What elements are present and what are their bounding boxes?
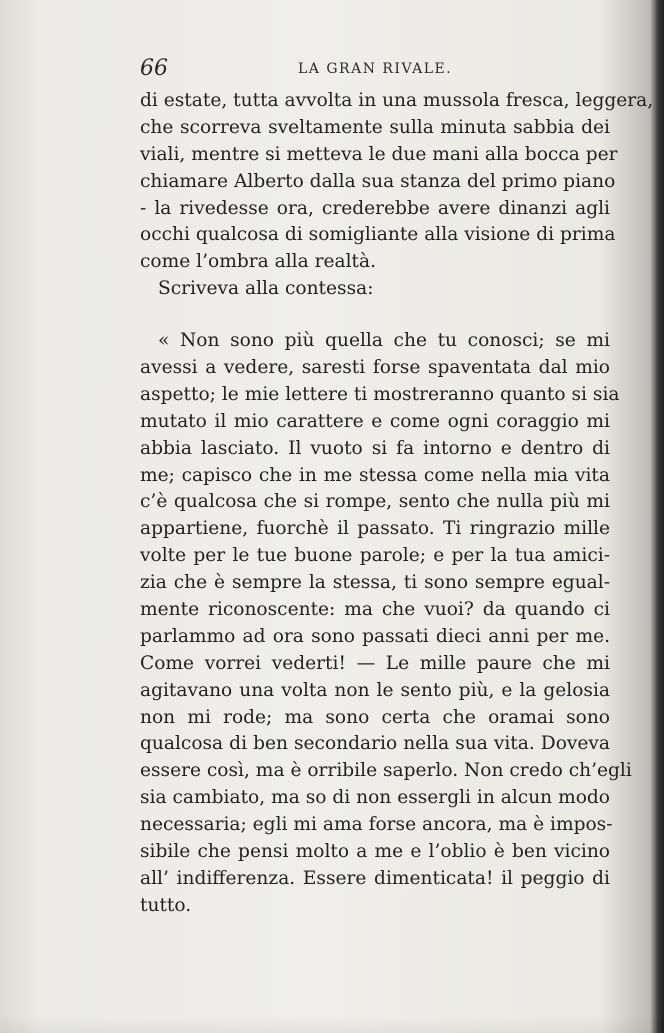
letter-line: mutato il mio carattere e come ogni coraggio mi bbox=[140, 410, 610, 432]
running-header bbox=[140, 56, 610, 86]
text-line: viali, mentre si metteva le due mani alla bocca per bbox=[140, 143, 618, 165]
text-line: come l’ombra alla realtà. bbox=[140, 251, 376, 273]
letter-line: parlammo ad ora sono passati dieci anni per me. bbox=[140, 625, 610, 647]
text-line: chiamare Alberto dalla sua stanza del primo piano bbox=[140, 170, 616, 192]
letter-line: necessaria; egli mi ama forse ancora, ma è impos- bbox=[140, 814, 613, 836]
letter-line: avessi a vedere, saresti forse spaventata dal mio bbox=[140, 357, 610, 379]
running-title: LA GRAN RIVALE. bbox=[298, 61, 453, 77]
letter-line: sia cambiato, ma so di non essergli in alcun modo bbox=[140, 787, 610, 809]
letter-line: mente riconoscente: ma che vuoi? da quando ci bbox=[140, 599, 610, 621]
letter-line: « Non sono più quella che tu conosci; se mi bbox=[158, 330, 610, 352]
letter-line: aspetto; le mie lettere ti mostreranno quanto si sia bbox=[140, 383, 620, 405]
letter-line: appartiene, fuorchè il passato. Ti ringrazio mille bbox=[140, 518, 610, 540]
letter-line: me; capisco che in me stessa come nella mia vita bbox=[140, 464, 610, 486]
page-text bbox=[140, 88, 654, 920]
letter-line: sibile che pensi molto a me e l’oblio è ben vicino bbox=[140, 841, 610, 863]
letter-line: essere così, ma è orribile saperlo. Non credo ch’egli bbox=[140, 760, 632, 782]
letter-line: Come vorrei vederti! — Le mille paure che mi bbox=[140, 652, 610, 674]
text-line: di estate, tutta avvolta in una mussola fresca, leggera, bbox=[140, 90, 654, 111]
paragraph-gap bbox=[140, 303, 610, 328]
letter-line: agitavano una volta non le sento più, e la gelosia bbox=[140, 679, 610, 701]
text-line: Scriveva alla contessa: bbox=[158, 278, 374, 300]
text-line: che scorreva sveltamente sulla minuta sabbia dei bbox=[140, 116, 610, 138]
page-shadow bbox=[0, 1015, 664, 1033]
page-number: 66 bbox=[140, 56, 168, 81]
letter-line: tutto. bbox=[140, 894, 192, 916]
text-line: occhi qualcosa di somigliante alla visione di prima bbox=[140, 224, 616, 246]
letter-line: non mi rode; ma sono certa che oramai sono bbox=[140, 706, 610, 728]
letter-line: qualcosa di ben secondario nella sua vita. Doveva bbox=[140, 733, 610, 755]
letter-line: volte per le tue buone parole; e per la tua amici- bbox=[140, 545, 610, 567]
text-line: - la rivedesse ora, crederebbe avere dinanzi agli bbox=[140, 197, 610, 219]
letter-line: abbia lasciato. Il vuoto si fa intorno e dentro di bbox=[140, 437, 610, 459]
letter-line: all’ indifferenza. Essere dimenticata! il peggio di bbox=[140, 867, 610, 889]
letter-line: zia che è sempre la stessa, ti sono sempre egual- bbox=[140, 572, 610, 594]
letter-line: c’è qualcosa che si rompe, sento che nulla più mi bbox=[140, 491, 610, 513]
